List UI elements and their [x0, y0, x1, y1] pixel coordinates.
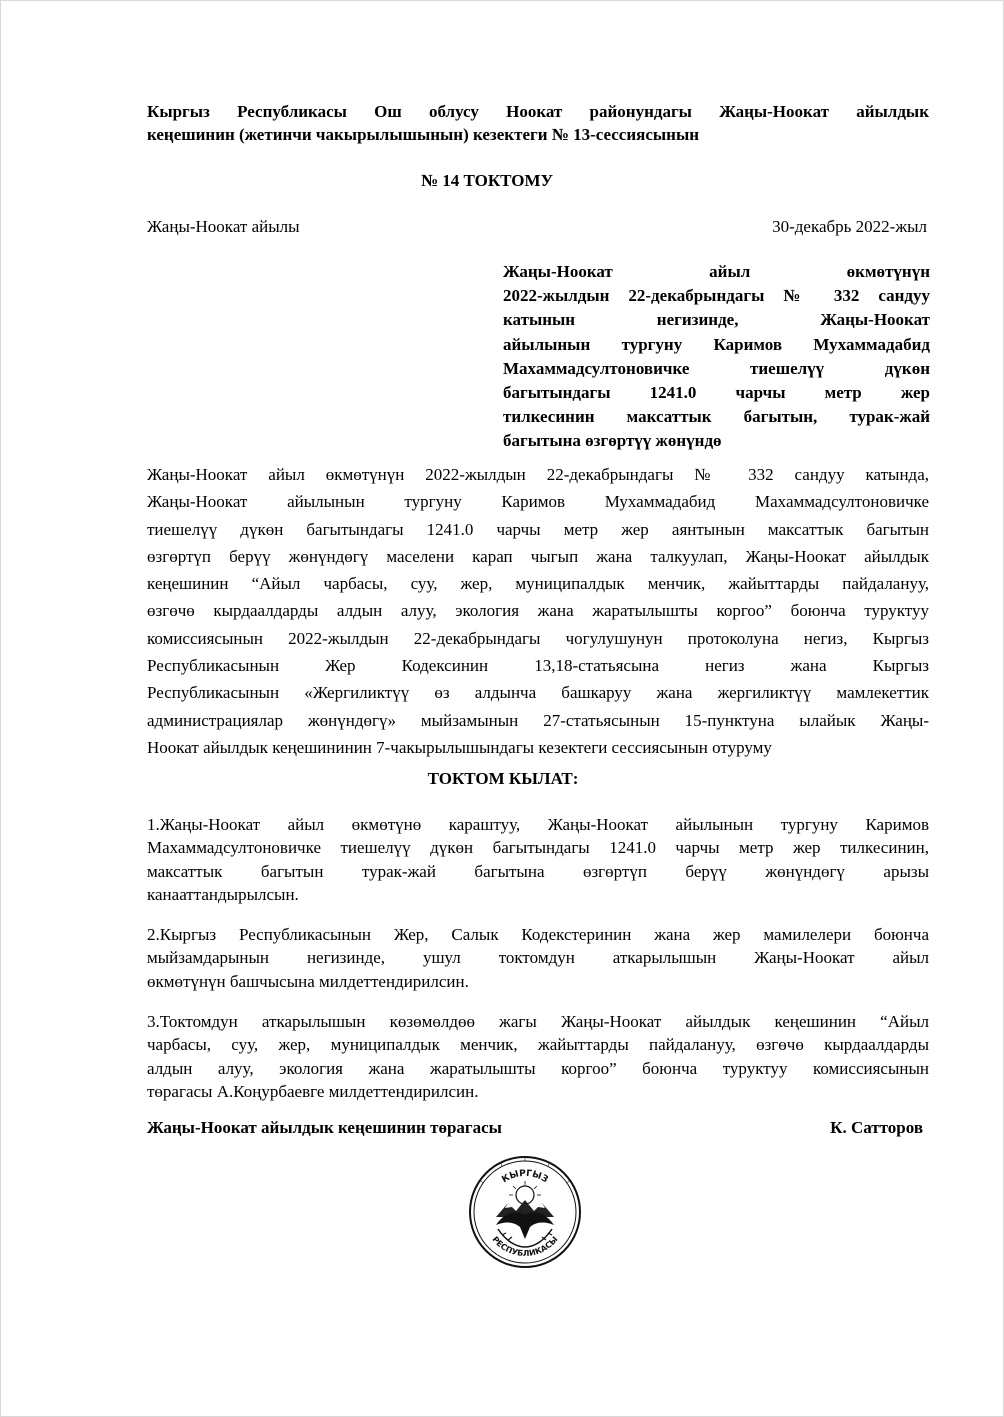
signatory-position: Жаңы-Ноокат айылдык кеңешинин төрагасы [147, 1118, 502, 1137]
item-line: канааттандырылсын. [147, 884, 299, 904]
state-emblem-icon [468, 1155, 582, 1269]
svg-text:КЫРГЫЗ: КЫРГЫЗ [500, 1168, 550, 1186]
decree-heading: ТОКТОМ КЫЛАТ: [427, 769, 579, 788]
header-line-2: кеңешинин (жетинчи чакырылышынын) кезектеги № 13-сессиясынын [147, 125, 700, 144]
preamble-line: Республикасынын «Жергиликтүү өз алдынча башкаруу жана жергиликтүү мамлекеттик [147, 683, 929, 703]
preamble-line: кеңешинин “Айыл чарбасы, суу, жер, муниципалдык менчик, жайыттарды пайдалануу, [147, 574, 929, 594]
header-line-1: Кыргыз Республикасы Ош облусу Ноокат районундагы Жаңы-Ноокат айылдык [147, 102, 929, 121]
resolution-title: № 14 ТОКТОМУ [420, 171, 554, 190]
preamble-line: Жаңы-Ноокат айыл өкмөтүнүн 2022-жылдын 22-декабрындагы № 332 сандуу катында, [147, 465, 929, 484]
subject-line: багытындагы 1241.0 чарчы метр жер [503, 383, 930, 403]
item-line: Махаммадсултоновичке тиешелүү дүкөн багытындагы 1241.0 чарчы метр жер тилкесинин, [147, 838, 929, 858]
item-line: төрагасы А.Коңурбаевге милдеттендирилсин. [147, 1081, 479, 1101]
subject-line: катынын негизинде, Жаңы-Ноокат [503, 310, 930, 330]
resolution-subject [503, 260, 930, 454]
subject-line: багытына өзгөртүү жөнүндө [503, 431, 722, 451]
preamble-line: комиссиясынын 2022-жылдын 22-декабрындагы чогулушунун протоколуна негиз, Кыргыз [147, 628, 929, 648]
subject-line: 2022-жылдын 22-декабрындагы № 332 сандуу [503, 286, 930, 306]
place-of-issue: Жаңы-Ноокат айылы [147, 217, 300, 236]
subject-line: айылынын тургуну Каримов Мухаммадабид [503, 334, 930, 354]
item-line: максаттык багытын турак-жай багытына өзгөртүп берүү жөнүндөгү арызы [147, 861, 929, 881]
decision-item-3 [147, 1010, 929, 1103]
document-header [147, 100, 929, 146]
subject-line: тилкесинин максаттык багытын, турак-жай [503, 407, 930, 427]
item-line: 2.Кыргыз Республикасынын Жер, Салык Кодекстеринин жана жер мамилелери боюнча [147, 925, 929, 944]
preamble-line: Ноокат айылдык кеңешининин 7-чакырылышындагы кезектеги сессиясынын отуруму [147, 737, 772, 757]
subject-line: Махаммадсултоновичке тиешелүү дүкөн [503, 358, 930, 378]
date-of-issue: 30-декабрь 2022-жыл [772, 217, 927, 236]
preamble-line: Республикасынын Жер Кодексинин 13,18-статьясына негиз жана Кыргыз [147, 656, 929, 676]
preamble-line: администрациялар жөнүндөгү» мыйзамынын 27-статьясынын 15-пунктуна ылайык Жаңы- [147, 710, 929, 730]
signatory-name: К. Сатторов [830, 1118, 923, 1137]
item-line: чарбасы, суу, жер, муниципалдык менчик, жайыттарды пайдалануу, өзгөчө кырдаалдарды [147, 1035, 929, 1055]
preamble-paragraph [147, 461, 929, 761]
decision-item-2 [147, 923, 929, 993]
preamble-line: өзгөчө кырдаалдарды алдын алуу, экология жана жаратылышты коргоо” боюнча туруктуу [147, 601, 929, 621]
preamble-line: өзгөртүп берүү жөнүндөгү маселени карап чыгып жана талкуулап, Жаңы-Ноокат айылдык [147, 546, 929, 566]
item-line: 1.Жаңы-Ноокат айыл өкмөтүнө караштуу, Жаңы-Ноокат айылынын тургуну Каримов [147, 815, 929, 834]
subject-line: Жаңы-Ноокат айыл өкмөтүнүн [503, 262, 930, 281]
item-line: өкмөтүнүн башчысына милдеттендирилсин. [147, 971, 469, 991]
preamble-line: тиешелүү дүкөн багытындагы 1241.0 чарчы метр жер аянтынын максаттык багытын [147, 519, 929, 539]
item-line: алдын алуу, экология жана жаратылышты коргоо” боюнча туруктуу комиссиясынын [147, 1058, 929, 1078]
item-line: мыйзамдарынын негизинде, ушул токтомдун аткарылышын Жаңы-Ноокат айыл [147, 948, 929, 968]
decision-item-1 [147, 813, 929, 906]
item-line: 3.Токтомдун аткарылышын көзөмөлдөө жагы Жаңы-Ноокат айылдык кеңешинин “Айыл [147, 1012, 929, 1031]
preamble-line: Жаңы-Ноокат айылынын тургуну Каримов Мухаммадабид Махаммадсултоновичке [147, 492, 929, 512]
svg-text:РЕСПУБЛИКАСЫ: РЕСПУБЛИКАСЫ [490, 1234, 560, 1259]
